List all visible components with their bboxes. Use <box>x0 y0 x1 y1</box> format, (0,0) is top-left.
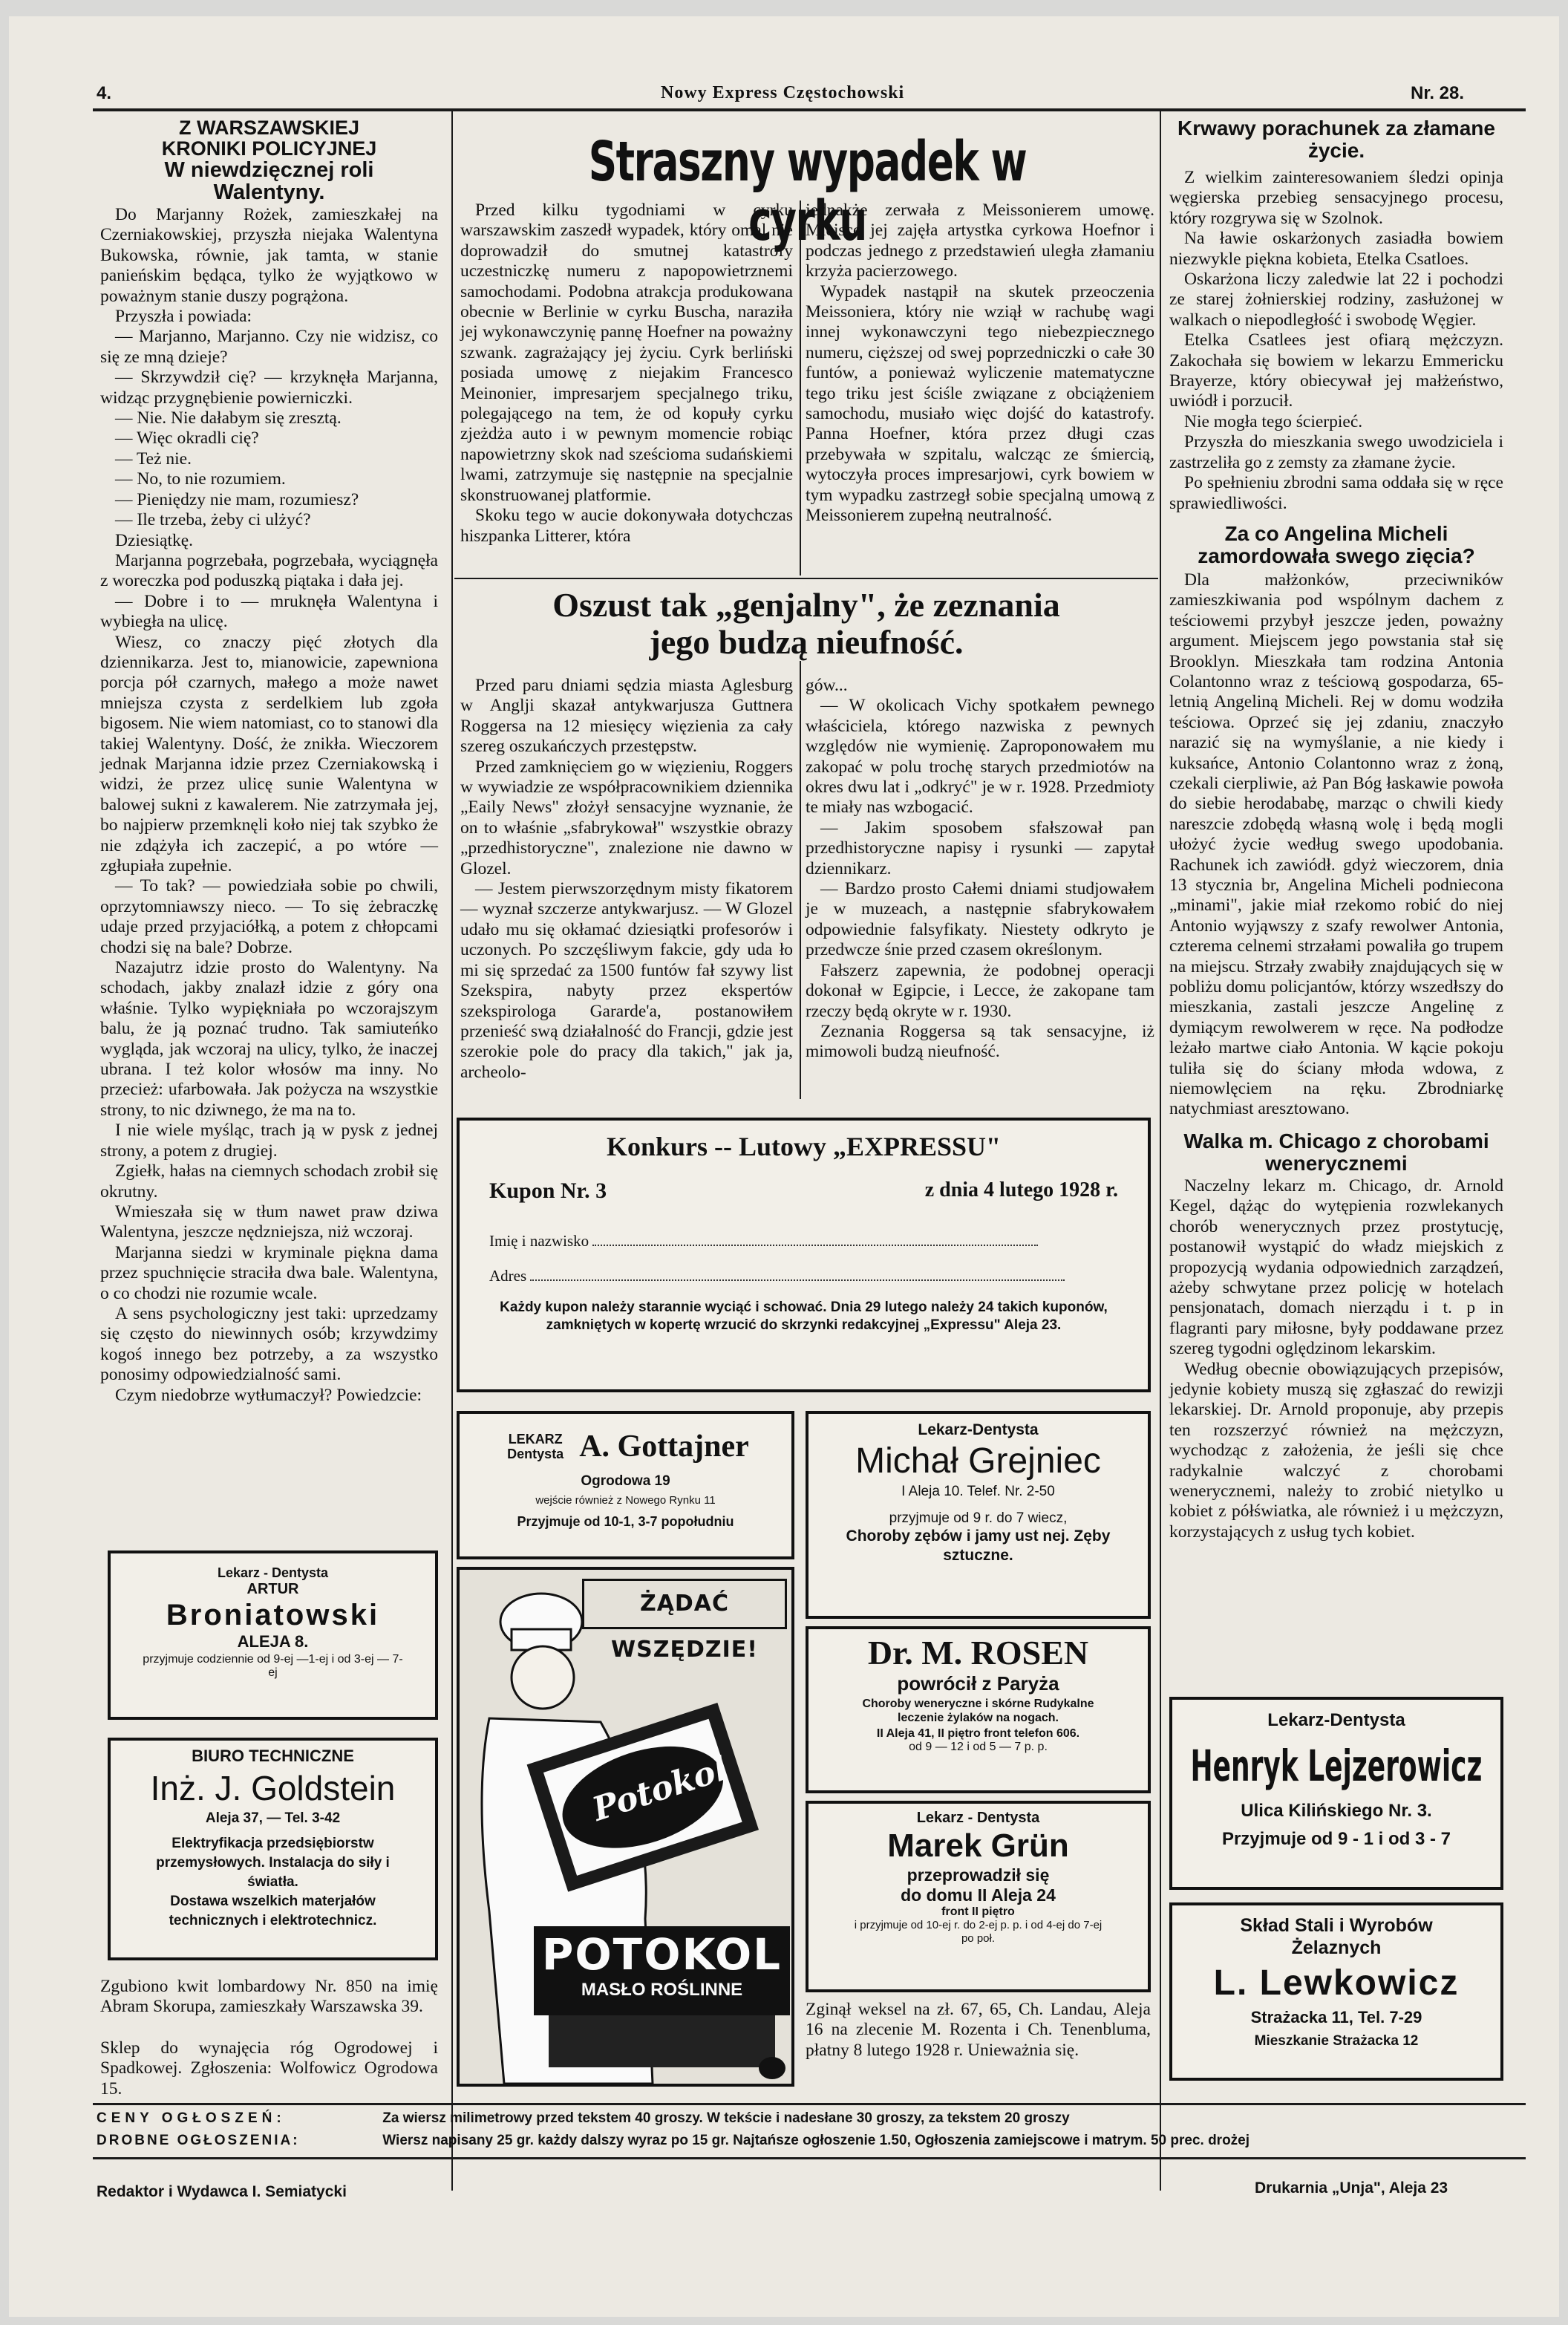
paragraph: — Jestem pierwszorzędnym misty fikatorem — wyznał szczerze antykwarjusz. — W Glozel udało mu się okłamać dziesiątki profesorów i uczonych. Po szczęśliwym fakcie, gdy uda ło mi się sprzedać za 1500 funtów fał szywy list Szekspira, nabyty przez ekspertów szekspirologa Gararde'a, postanowiłem przenieść swą działalność do Francji, gdzie jest szerokie pole do pracy dla takich," jak ja, archeolo- <box>460 879 793 1082</box>
price-label: CENY OGŁOSZEŃ: <box>97 2110 286 2126</box>
circus-headline: Straszny wypadek w cyrku <box>588 130 1027 253</box>
paragraph: Wypadek nastąpił na skutek przeoczenia Meissoniera, który nie wziął w rachubę wagi innej wykonawczyni tego niebezpiecznego numeru, cięższej od swej poprzedniczki o całe 30 funtów, a ponieważ wyliczenie matematyczne tego triku jest ściśle związane z obciążeniem samochodu, musiało więc dojść do katastrofy. Panna Hoefner, która przez długi czas przebywała w szpitalu, walcząc ze śmiercią, wytoczyła proces impresarjowi, cyrk bowiem w tym wypadku zastrzegł sobie specjalną umową z Meissonierem zupełną neutralność. <box>806 281 1154 526</box>
ad-line: powrócił z Paryża <box>897 1672 1059 1695</box>
ad-line: Przyjmuje od 10-1, 3-7 popołudniu <box>517 1514 734 1529</box>
paragraph: — W okolicach Vichy spotkałem pewnego właściciela, którego nazwiska z pewnych względów nie wymienię. Zaproponowałem mu zakopać w polu trochę starych przedmiotów na okres dwu lat i „odkryć" je w r. 1928. Przedmioty te miały nas wzbogacić. <box>806 696 1154 818</box>
ad-lewkowicz <box>1169 1902 1503 2081</box>
product-box-label: Potokol <box>587 1750 733 1829</box>
fraud-headline-1: Oszust tak „genjalny", że zeznania <box>552 586 1060 624</box>
paragraph: Dziesiątkę. <box>115 530 194 550</box>
classified-text: Zginął weksel na zł. 67, 65, Ch. Landau, Aleja 16 na zlecenie M. Rozenta i Ch. Tenenbluma, płatny 8 lutego 1928 r. Unieważnia się. <box>806 2000 1151 2060</box>
paragraph: — No, to nie rozumiem. <box>115 469 286 489</box>
ad-name: Dr. M. ROSEN <box>867 1634 1089 1672</box>
ad-line: Aleja 37, — Tel. 3-42 <box>205 1810 341 1826</box>
paragraph: Zeznania Roggersa są tak sensacyjne, iż mimowoli budzą nieufność. <box>806 1021 1154 1062</box>
police-chronicle-article <box>100 117 438 1406</box>
paragraph: — Więc okradli cię? <box>115 428 259 449</box>
paragraph: Naczelny lekarz m. Chicago, dr. Arnold Kegel, dążąc do wytępienia rozwlekanych chorób wenerycznych przez prostytucję, postanowił wystąpić do władz miejskich z propozycją wydania odpowiednich zarządzeń, ażeby schwytane przez policję w hotelach pensjonatach, domach nierządu i t. p in flagranti pary miłosne, były poddawane przez szereg tygodni oględzinom lekarskim. <box>1169 1175 1503 1359</box>
ad-line: przeprowadził się <box>906 1865 1050 1885</box>
paragraph: — Nie. Nie dałabym się zresztą. <box>115 408 342 428</box>
paragraph: Zgiełk, hałas na ciemnych schodach zrobił się okrutny. <box>100 1161 438 1201</box>
paragraph: Wiesz, co znaczy pięć złotych dla dziennikarza. Jest to, mianowicie, zapewniona porcja pół czarnych, małego a może nawet mniejsza czysta z serdelkiem lub zgoła bigosem. Nie wiem natomiast, co to stanowi dla takiej Walentyny. Dość, że znikła. Wieczorem jednak Marjanna idzie przez Czerniakowską i widzi, że przez ulicę sunie Walentyna w balowej sukni z kawalerem. Nie zatrzymała jej, bo najpierw przemknęli koło niej tak szybko że nie zdążyła ich zaczepić, a po wtóre — zgłupiała zupełnie. <box>100 632 438 875</box>
chef-face <box>512 1646 574 1709</box>
paragraph: — To tak? — powiedziała sobie po chwili, oprzytomniawszy nieco. — To się żebraczkę udaje przed przyjaciółką, a potem z chłopcami chodzi się na bale? Dobrze. <box>100 876 438 957</box>
classifieds-label: DROBNE OGŁOSZENIA: <box>97 2133 300 2148</box>
ad-line: Lekarz-Dentysta <box>1267 1710 1405 1730</box>
ad-potokol <box>457 1567 794 2087</box>
ad-line: ARTUR <box>246 1581 299 1597</box>
ad-line: wejście również z Nowego Rynku 11 <box>535 1494 716 1507</box>
ad-line: Lekarz-Dentysta <box>918 1421 1039 1438</box>
ad-line: i przyjmuje od 10-ej r. do 2-ej p. p. i od 4-ej do 7-ej po poł. <box>854 1919 1102 1945</box>
paragraph: Czym niedobrze wytłumaczył? Powiedzcie: <box>115 1385 422 1405</box>
contest-coupon[interactable] <box>457 1118 1151 1392</box>
fraud-article-left <box>460 676 793 1083</box>
ad-line: Lekarz - Dentysta <box>217 1565 329 1580</box>
classifieds-text: Wiersz napisany 25 gr. każdy dalszy wyraz po 15 gr. Najtańsze ogłoszenie 1.50, Ogłoszenia zamiejscowe i matrym. 50 prec. drożej <box>382 2133 1250 2148</box>
ad-line: przyjmuje od 9 r. do 7 wiecz, <box>889 1510 1068 1526</box>
ad-line: BIURO TECHNICZNE <box>192 1747 354 1765</box>
paragraph: Wmieszała się w tłum nawet praw dziwa Walentyna, jeszcze nędzniejsza, niż wczoraj. <box>100 1201 438 1242</box>
ad-line: front II piętro <box>941 1905 1015 1918</box>
column-divider-2 <box>1160 111 1161 2191</box>
ad-line: Przyjmuje od 9 - 1 i od 3 - 7 <box>1221 1829 1451 1849</box>
ad-line: Dostawa wszelkich materjałów technicznych i elektrotechnicz. <box>169 1894 377 1928</box>
paragraph: Skoku tego w aucie dokonywała dotychczas hiszpanka Litterer, która <box>460 506 793 546</box>
paragraph: Przyszła i powiada: <box>115 307 252 327</box>
coupon-title: Konkurs -- Lutowy „EXPRESSU" <box>606 1132 1002 1161</box>
paragraph: Z wielkim zainteresowaniem śledzi opinja węgierska przebieg sensacyjnego procesu, który rozgrywa się w Szolnok. <box>1169 168 1503 228</box>
paragraph: Na ławie oskarżonych zasiadła bowiem niezwykle piękna kobieta, Etelka Csatloes. <box>1169 229 1503 269</box>
footer-rule-top <box>93 2103 1526 2105</box>
coupon-address-field[interactable] <box>530 1279 1065 1281</box>
fraud-headline-2: jego budzą nieufność. <box>649 623 964 661</box>
printer-credit: Drukarnia „Unja", Aleja 23 <box>1255 2179 1448 2197</box>
ad-line: od 9 — 12 i od 5 — 7 p. p. <box>909 1741 1048 1753</box>
ad-line: LEKARZ Dentysta <box>507 1432 564 1461</box>
classified-lost-bill <box>806 2000 1151 2061</box>
ad-line: II Aleja 41, II piętro front telefon 606. <box>876 1727 1080 1740</box>
paragraph: — Bardzo prosto Całemi dniami studjowałem je w muzeach, a następnie sfabrykowałem odpowiednie falsyfikaty. Niestety odkryto je przedwcze śnie przed czasem określonym. <box>806 879 1154 960</box>
ad-line: MASŁO ROŚLINNE <box>581 1980 743 2000</box>
ad-line: Ulica Kilińskiego Nr. 3. <box>1241 1801 1432 1821</box>
article-kicker-1: Z WARSZAWSKIEJ <box>178 117 359 139</box>
ad-goldstein <box>108 1738 438 1960</box>
ad-page-number-badge <box>759 2057 785 2079</box>
ad-line: przyjmuje codziennie od 9-ej —1-ej i od 3-ej — 7-ej <box>143 1653 403 1679</box>
article-kicker-2: KRONIKI POLICYJNEJ <box>161 137 377 160</box>
classified-shop-rent <box>100 2038 438 2099</box>
paragraph: Etelka Csatlees jest ofiarą mężczyzn. Zakochała się bowiem w lekarzu Emmericku Brayerze, który obiecywał jej małżeństwo, uwiódł i porzucił. <box>1169 330 1503 411</box>
paragraph: — Ile trzeba, żeby ci ulżyć? <box>115 510 311 530</box>
masthead-rule <box>93 108 1526 111</box>
ad-name: Inż. J. Goldstein <box>150 1769 396 1807</box>
ad-line: Elektryfikacja przedsiębiorstw przemysłowych. Instalacja do siły i światła. <box>156 1836 390 1890</box>
classified-text: Zgubiono kwit lombardowy Nr. 850 na imię Abram Skorupa, zamieszkały Warszawska 39. <box>100 1977 438 2017</box>
paragraph: Fałszerz zapewnia, że podobnej operacji dokonał w Egipcie, i Lecce, że zakopane tam rzeczy będą okryte w r. 1930. <box>806 960 1154 1021</box>
ad-name: Broniatowski <box>166 1599 380 1631</box>
paragraph: jednakże zerwała z Meissonierem umowę. Miejsce jej zajęła artystka cyrkowa Hoefnor i podczas jednego z przedstawień uległa złamaniu krzyża pacierzowego. <box>806 200 1154 281</box>
ad-line: Strażacka 11, Tel. 7-29 <box>1250 2008 1422 2026</box>
paragraph: Dla małżonków, przeciwników zamieszkiwania pod wspólnym dachem z teściowemi przybył jeszcze jeden, poważny argument. Miejscem jego powstania stał się Brooklyn. Mieszkała tam rodzina Antonia Colantonno wraz z teściową gospodarza, 65-letnią Angeliną Micheli. Rej w domu wodziła teściowa. Oprzeć się jej zdaniu, znaczyło narazić się na wymyślanie, a nie kiedy i kuksańce, Antonio Colantonno wraz z żoną, czekali cierpliwie, aż Pan Bóg łaskawie powoła do siebie herodababę, marząc o chwili kiedy nareszcie zdobędą własną wolę i będą mogli ułożyć życie według swego upodobania. Rachunek ich zawiódł. gdyż wieczorem, dnia 13 stycznia br, Angelina Micheli podniecona „minami", jakie miał rzekomo robić do niej Antonio wyjąwszy z szafy rewolwer Antonia, czterema celnemi strzałami powaliła go trupem na miejscu. Strzały zwabiły znajdujących się w pobliżu domu policjantów, którzy wszedłszy do mieszkania, zastali jeszcze Angelinę z dymiącym rewolwerem w ręce. Na podłodze leżało martwe ciało Antonia. W kącie pokoju tuliła się do ściany młoda wdowa, z niemowlęciem na ręku. Zbrodniarkę natychmiast aresztowano. <box>1169 570 1503 1119</box>
ad-line: Choroby zębów i jamy ust nej. Zęby sztuczne. <box>846 1527 1111 1564</box>
ad-name: Marek Grün <box>887 1827 1069 1864</box>
classifieds-row <box>97 2133 1526 2149</box>
paragraph: — Jakim sposobem sfałszował pan przedhistoryczne napisy i rysunki — zapytał dziennikarz. <box>806 818 1154 878</box>
paragraph: Według obecnie obowiązujących przepisów, jedynie kobiety muszą się zgłaszać do rewizji lekarskiej. Dr. Arnold proponuje, aby przepis ten rozszerzyć również na mężczyzn, wychodząc z założenia, że jeśli się chce radykalnie walczyć z chorobami wenerycznemi, należy to zrobić nietylko u kobiet z półświatka, ale również i u mężczyzn, korzystających z usług tych kobiet. <box>1169 1359 1503 1542</box>
ad-line: Ogrodowa 19 <box>581 1473 670 1489</box>
paragraph: Po spełnieniu zbrodni sama oddała się w ręce sprawiedliwości. <box>1169 473 1503 513</box>
price-text: Za wiersz milimetrowy przed tekstem 40 groszy. W tekście i nadesłane 30 groszy, za tekstem 20 groszy <box>382 2110 1070 2126</box>
paragraph: — Marjanno, Marjanno. Czy nie widzisz, co się ze mną dzieje? <box>100 327 438 367</box>
section-rule-1 <box>454 578 1158 579</box>
paragraph: I nie wiele myśląc, trach ją w pysk z jednej strony, a potem z drugiej. <box>100 1121 438 1161</box>
ad-grun <box>806 1801 1151 1992</box>
price-row <box>97 2110 1526 2127</box>
paragraph: — Dobre i to — mruknęła Walentyna i wybiegła na ulicę. <box>100 591 438 632</box>
ad-line: Lekarz - Dentysta <box>916 1810 1040 1826</box>
circus-article-right <box>806 200 1154 526</box>
ad-line: ALEJA 8. <box>237 1632 309 1651</box>
ad-rosen <box>806 1626 1151 1793</box>
column-divider-1 <box>451 111 453 2191</box>
column-divider-3 <box>800 200 801 575</box>
paragraph: Przed kilku tygodniami w cyrku warszawskim zaszedł wypadek, który omal nie doprowadził do smutnej katastrofy uczestniczkę numeru z napopowietrznemi samochodami. Podobna atrakcja produkowana obecnie w Berlinie w cyrku Buscha, naraziła jej wykonawczynię pannę Hoefner na poważny szwank. zagrażający jej życiu. Cyrk berliński posiada umowę z niejakim Francesco Meinonier, impresarjem specjalnego triku, polegającego na tem, że od kopuły cyrku zjeżdża auto i w pewnym momencie robiąc napowietrzny skok nad sześcioma sudańskiemi lwami, zatrzymuje się następnie na specjalnie skonstruowanej platformie. <box>460 200 793 505</box>
footer-rule-bottom <box>93 2157 1526 2159</box>
ad-name: A. Gottajner <box>579 1429 749 1464</box>
column-divider-4 <box>800 661 801 1099</box>
article-title-1: W niewdzięcznej roli <box>164 158 374 182</box>
editor-credit: Redaktor i Wydawca I. Semiatycki <box>97 2183 347 2200</box>
ad-line: do domu II Aleja 24 <box>901 1885 1056 1905</box>
ad-line: I Aleja 10. Telef. Nr. 2-50 <box>901 1484 1055 1499</box>
chef-illustration <box>460 1570 791 2084</box>
coupon-instructions: Każdy kupon należy starannie wyciąć i schować. Dnia 29 lutego należy 24 takich kuponów, zamkniętych w kopertę wrzucić do skrzynki redakcyjnej „Expressu" Aleja 23. <box>500 1300 1108 1333</box>
paragraph: gów... <box>806 676 848 695</box>
ad-name: L. Lewkowicz <box>1213 1963 1460 2003</box>
classified-text: Sklep do wynajęcia róg Ogrodowej i Spadkowej. Zgłoszenia: Wolfowicz Ogrodowa 15. <box>100 2038 438 2099</box>
ad-gottajner <box>457 1411 794 1559</box>
article-title: Za co Angelina Micheli zamordowała swego zięcia? <box>1198 521 1475 567</box>
ad-slogan: ŻĄDAĆ WSZĘDZIE! <box>582 1579 787 1629</box>
paragraph: Przyszła do mieszkania swego uwodziciela i zastrzeliła go z zemsty za złamane życie. <box>1169 432 1503 472</box>
paragraph: Oskarżona liczy zaledwie lat 22 i pochodzi ze starej żołnierskiej rodziny, zasłużonej w walkach o niepodległość i swobodę Węgier. <box>1169 270 1503 330</box>
paper-name: Nowy Express Częstochowski <box>661 83 905 102</box>
paragraph: — Skrzywdził cię? — krzyknęła Marjanna, widząc przygnębienie powierniczki. <box>100 368 438 408</box>
ad-broniatowski <box>108 1550 438 1720</box>
fraud-article-right <box>806 676 1154 1063</box>
paragraph: A sens psychologiczny jest taki: uprzedzamy się często do niewinnych osób; krzywdzimy kogoś innego bez potrzeby, a za wszystko ponosimy odpowiedzialność sami. <box>100 1303 438 1385</box>
paragraph: Marjanna siedzi w kryminale piękna dama przez spuchnięcie straciła dwa bale. Walentyna, o co chodzi nie rozumie wcale. <box>100 1242 438 1303</box>
paragraph: — Pieniędzy nie mam, rozumiesz? <box>115 489 359 509</box>
ad-line: Skład Stali i Wyrobów Żelaznych <box>1240 1915 1433 1958</box>
circus-article-left <box>460 200 793 547</box>
ad-name: Michał Grejniec <box>855 1441 1101 1481</box>
paragraph: — Też nie. <box>115 449 192 469</box>
paragraph: Nazajutrz idzie prosto do Walentyny. Na schodach, jakby znalazł idzie z góry ona właśnie. Tylko wypiękniała po wczorajszym balu, że ją poznać trudno. Tak samiuteńko wygląda, jak wczoraj na ulicy, tylko, że inaczej ubrana. I też kolor włosów ma inny. No przecież: ufarbowała. Jak pożycza na wszystkie strony, to nic dziwnego, że ma na to. <box>100 958 438 1120</box>
ad-grejniec <box>806 1411 1151 1619</box>
paragraph: Do Marjanny Rożek, zamieszkałej na Czerniakowskiej, przyszła niejaka Walentyna Bukowska, równie, jak tamta, w stanie panieńskim będąca, tylko że wyjątkowo w poważnym stanie duszy pogrążona. <box>100 205 438 306</box>
ad-name: Henryk Lejzerowicz <box>1190 1741 1483 1791</box>
page-number: 4. <box>97 83 112 103</box>
ad-line: Mieszkanie Strażacka 12 <box>1254 2033 1419 2049</box>
coupon-date: z dnia 4 lutego 1928 r. <box>924 1178 1118 1201</box>
article-title: Walka m. Chicago z chorobami wenerycznemi <box>1183 1129 1489 1175</box>
column-four <box>1169 117 1503 1542</box>
paragraph: Przed paru dniami sędzia miasta Aglesburg w Anglji skazał antykwarjusza Guttnera Roggersa na 12 miesięcy więzienia za cały szereg oszukańczych przestępstw. <box>460 676 793 757</box>
ad-line: Choroby weneryczne i skórne Rudykalne leczenie żylaków na nogach. <box>862 1698 1094 1724</box>
coupon-address-label: Adres <box>489 1267 527 1285</box>
paragraph: Przed zamknięciem go w więzieniu, Roggers w wywiadzie ze współpracownikiem dziennika „Eaily News" złożył sensacyjne wyznanie, że on to właśnie „sfabrykował" wszystkie obrazy „przedhistoryczne", znalezione nie dawno w Glozel. <box>460 757 793 878</box>
coupon-name-field[interactable] <box>592 1245 1038 1246</box>
coupon-name-label: Imię i nazwisko <box>489 1232 589 1250</box>
coupon-number: Kupon Nr. 3 <box>489 1178 607 1203</box>
paragraph: Nie mogła tego ścierpieć. <box>1184 411 1363 431</box>
article-title: Krwawy porachunek za złamane życie. <box>1177 117 1495 162</box>
ad-brand: POTOKOL <box>541 1929 783 1980</box>
issue-number: Nr. 28. <box>1411 83 1465 103</box>
classified-lost-receipt <box>100 1977 438 2018</box>
paragraph: Marjanna pogrzebała, pogrzebała, wyciągnęła z woreczka pod poduszką piątaka i dała jej. <box>100 550 438 591</box>
article-title-2: Walentyny. <box>213 180 325 204</box>
ad-lejzerowicz <box>1169 1697 1503 1890</box>
